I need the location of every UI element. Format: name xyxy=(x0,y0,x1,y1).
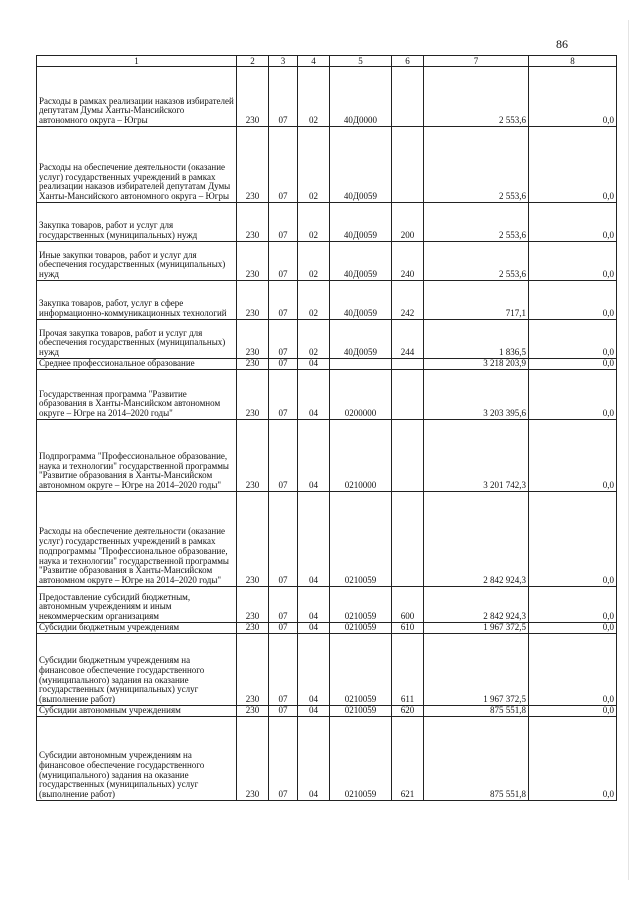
row-name: Субсидии автономным учреждениям на финансовое обеспечение государственного (муниципального) задания на оказание государственных (муниципальных) услуг (выполнение работ) xyxy=(37,717,237,801)
section-code: 07 xyxy=(269,706,298,717)
subsection-code: 02 xyxy=(298,203,330,242)
table-row xyxy=(37,587,617,623)
row-name: Расходы на обеспечение деятельности (оказание услуг) государственных учреждений в рамках реализации наказов избирателей депутатам Думы Ханты-Мансийского автономного округа – Югры xyxy=(37,127,237,203)
target-article-code: 0210059 xyxy=(330,492,392,587)
subsection-code: 04 xyxy=(298,623,330,634)
target-article-code: 40Д0059 xyxy=(330,320,392,359)
column-header: 2 xyxy=(237,56,269,67)
section-code: 07 xyxy=(269,717,298,801)
row-name: Субсидии бюджетным учреждениям xyxy=(37,623,237,634)
expense-type-code: 242 xyxy=(392,281,424,320)
grbs-code: 230 xyxy=(237,492,269,587)
table-row xyxy=(37,281,617,320)
table-row xyxy=(37,203,617,242)
budget-table xyxy=(36,55,617,801)
expense-type-code: 611 xyxy=(392,634,424,706)
target-article-code xyxy=(330,359,392,370)
grbs-code: 230 xyxy=(237,420,269,492)
subsection-code: 04 xyxy=(298,492,330,587)
amount-value-2: 0,0 xyxy=(529,127,617,203)
section-code: 07 xyxy=(269,320,298,359)
target-article-code: 0210059 xyxy=(330,623,392,634)
amount-value: 1 967 372,5 xyxy=(424,634,529,706)
subsection-code: 04 xyxy=(298,634,330,706)
section-code: 07 xyxy=(269,359,298,370)
subsection-code: 02 xyxy=(298,67,330,127)
expense-type-code: 200 xyxy=(392,203,424,242)
amount-value: 3 203 395,6 xyxy=(424,370,529,420)
target-article-code: 0210059 xyxy=(330,587,392,623)
column-header: 5 xyxy=(330,56,392,67)
amount-value: 2 553,6 xyxy=(424,242,529,281)
grbs-code: 230 xyxy=(237,320,269,359)
grbs-code: 230 xyxy=(237,67,269,127)
target-article-code: 0210059 xyxy=(330,634,392,706)
amount-value: 1 967 372,5 xyxy=(424,623,529,634)
amount-value-2: 0,0 xyxy=(529,706,617,717)
amount-value-2: 0,0 xyxy=(529,242,617,281)
subsection-code: 04 xyxy=(298,359,330,370)
subsection-code: 04 xyxy=(298,717,330,801)
grbs-code: 230 xyxy=(237,370,269,420)
expense-type-code xyxy=(392,359,424,370)
target-article-code: 40Д0000 xyxy=(330,67,392,127)
target-article-code: 0210059 xyxy=(330,706,392,717)
row-name: Среднее профессиональное образование xyxy=(37,359,237,370)
row-name: Субсидии автономным учреждениям xyxy=(37,706,237,717)
subsection-code: 04 xyxy=(298,706,330,717)
table-row xyxy=(37,127,617,203)
row-name: Закупка товаров, работ, услуг в сфере информационно-коммуникационных технологий xyxy=(37,281,237,320)
subsection-code: 02 xyxy=(298,281,330,320)
row-name: Предоставление субсидий бюджетным, автономным учреждениям и иным некоммерческим организациям xyxy=(37,587,237,623)
amount-value: 2 553,6 xyxy=(424,127,529,203)
section-code: 07 xyxy=(269,281,298,320)
target-article-code: 0200000 xyxy=(330,370,392,420)
expense-type-code: 620 xyxy=(392,706,424,717)
table-row xyxy=(37,420,617,492)
amount-value-2: 0,0 xyxy=(529,359,617,370)
subsection-code: 02 xyxy=(298,127,330,203)
table-row xyxy=(37,706,617,717)
table-row xyxy=(37,370,617,420)
section-code: 07 xyxy=(269,203,298,242)
table-header-row xyxy=(37,56,617,67)
expense-type-code xyxy=(392,127,424,203)
amount-value-2: 0,0 xyxy=(529,717,617,801)
row-name: Иные закупки товаров, работ и услуг для обеспечения государственных (муниципальных) нужд xyxy=(37,242,237,281)
subsection-code: 04 xyxy=(298,420,330,492)
section-code: 07 xyxy=(269,242,298,281)
expense-type-code xyxy=(392,67,424,127)
expense-type-code: 244 xyxy=(392,320,424,359)
grbs-code: 230 xyxy=(237,717,269,801)
section-code: 07 xyxy=(269,420,298,492)
expense-type-code xyxy=(392,420,424,492)
amount-value-2: 0,0 xyxy=(529,634,617,706)
grbs-code: 230 xyxy=(237,634,269,706)
row-name: Расходы на обеспечение деятельности (оказание услуг) государственных учреждений в рамках подпрограммы "Профессиональное образование, наука и технологии" государственной программы "Развитие образования в Ханты-Мансийском автономном округе – Югре на 2014–2020 годы" xyxy=(37,492,237,587)
table-row xyxy=(37,623,617,634)
row-name: Подпрограмма "Профессиональное образование, наука и технологии" государственной программы "Развитие образования в Ханты-Мансийском автономном округе – Югре на 2014–2020 годы" xyxy=(37,420,237,492)
amount-value: 875 551,8 xyxy=(424,706,529,717)
amount-value: 717,1 xyxy=(424,281,529,320)
amount-value-2: 0,0 xyxy=(529,587,617,623)
column-header: 3 xyxy=(269,56,298,67)
target-article-code: 40Д0059 xyxy=(330,281,392,320)
scan-edge xyxy=(628,20,629,880)
grbs-code: 230 xyxy=(237,281,269,320)
subsection-code: 04 xyxy=(298,587,330,623)
table-row xyxy=(37,242,617,281)
target-article-code: 0210059 xyxy=(330,717,392,801)
amount-value: 2 553,6 xyxy=(424,203,529,242)
grbs-code: 230 xyxy=(237,127,269,203)
row-name: Расходы в рамках реализации наказов избирателей депутатам Думы Ханты-Мансийского автономного округа – Югры xyxy=(37,67,237,127)
grbs-code: 230 xyxy=(237,587,269,623)
table-row xyxy=(37,320,617,359)
expense-type-code: 621 xyxy=(392,717,424,801)
table-row xyxy=(37,717,617,801)
grbs-code: 230 xyxy=(237,203,269,242)
amount-value-2: 0,0 xyxy=(529,420,617,492)
subsection-code: 04 xyxy=(298,370,330,420)
page-number: 86 xyxy=(556,37,568,51)
subsection-code: 02 xyxy=(298,242,330,281)
amount-value-2: 0,0 xyxy=(529,67,617,127)
row-name: Государственная программа "Развитие образования в Ханты-Мансийском автономном округе – Югре на 2014–2020 годы" xyxy=(37,370,237,420)
section-code: 07 xyxy=(269,127,298,203)
grbs-code: 230 xyxy=(237,359,269,370)
grbs-code: 230 xyxy=(237,623,269,634)
table-row xyxy=(37,634,617,706)
column-header: 8 xyxy=(529,56,617,67)
amount-value-2: 0,0 xyxy=(529,281,617,320)
section-code: 07 xyxy=(269,634,298,706)
subsection-code: 02 xyxy=(298,320,330,359)
column-header: 7 xyxy=(424,56,529,67)
amount-value: 2 842 924,3 xyxy=(424,587,529,623)
table-row xyxy=(37,67,617,127)
column-header: 6 xyxy=(392,56,424,67)
section-code: 07 xyxy=(269,623,298,634)
row-name: Закупка товаров, работ и услуг для государственных (муниципальных) нужд xyxy=(37,203,237,242)
target-article-code: 40Д0059 xyxy=(330,203,392,242)
target-article-code: 0210000 xyxy=(330,420,392,492)
section-code: 07 xyxy=(269,587,298,623)
expense-type-code xyxy=(392,492,424,587)
grbs-code: 230 xyxy=(237,242,269,281)
target-article-code: 40Д0059 xyxy=(330,242,392,281)
amount-value-2: 0,0 xyxy=(529,370,617,420)
amount-value: 3 201 742,3 xyxy=(424,420,529,492)
expense-type-code: 240 xyxy=(392,242,424,281)
amount-value-2: 0,0 xyxy=(529,320,617,359)
amount-value-2: 0,0 xyxy=(529,492,617,587)
expense-type-code: 600 xyxy=(392,587,424,623)
amount-value-2: 0,0 xyxy=(529,203,617,242)
table-row xyxy=(37,492,617,587)
amount-value-2: 0,0 xyxy=(529,623,617,634)
target-article-code: 40Д0059 xyxy=(330,127,392,203)
section-code: 07 xyxy=(269,370,298,420)
row-name: Субсидии бюджетным учреждениям на финансовое обеспечение государственного (муниципального) задания на оказание государственных (муниципальных) услуг (выполнение работ) xyxy=(37,634,237,706)
expense-type-code: 610 xyxy=(392,623,424,634)
amount-value: 3 218 203,9 xyxy=(424,359,529,370)
row-name: Прочая закупка товаров, работ и услуг для обеспечения государственных (муниципальных) нужд xyxy=(37,320,237,359)
section-code: 07 xyxy=(269,492,298,587)
table-row xyxy=(37,359,617,370)
amount-value: 875 551,8 xyxy=(424,717,529,801)
amount-value: 1 836,5 xyxy=(424,320,529,359)
amount-value: 2 553,6 xyxy=(424,67,529,127)
section-code: 07 xyxy=(269,67,298,127)
grbs-code: 230 xyxy=(237,706,269,717)
expense-type-code xyxy=(392,370,424,420)
amount-value: 2 842 924,3 xyxy=(424,492,529,587)
column-header: 1 xyxy=(37,56,237,67)
column-header: 4 xyxy=(298,56,330,67)
